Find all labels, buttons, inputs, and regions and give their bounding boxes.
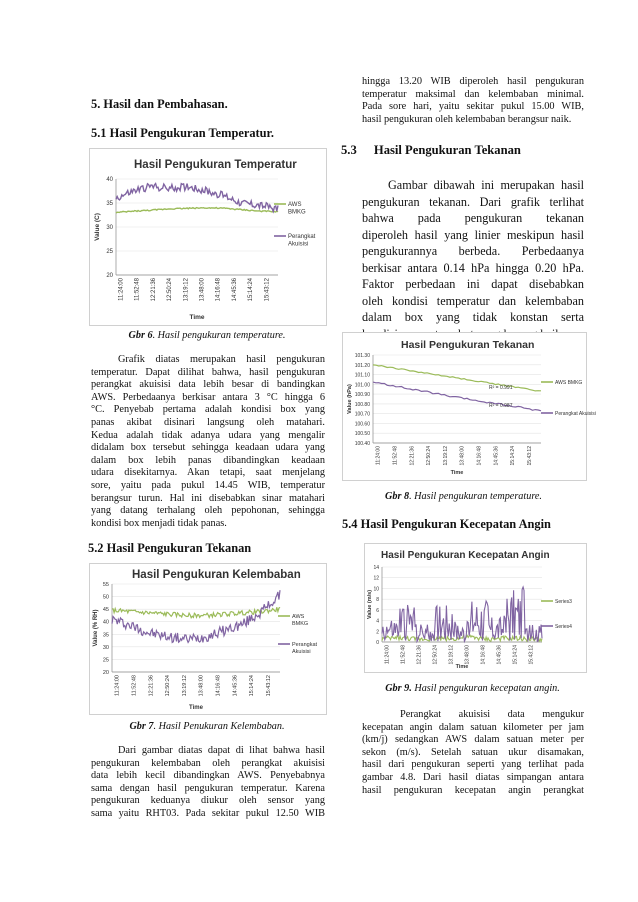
text-line: hingga 13.20 WIB diperoleh hasil pengukuran	[362, 76, 584, 87]
y-tick-label: 50	[102, 594, 109, 601]
x-tick-label: 14:45:36	[496, 645, 503, 665]
y-axis-label: Value (hPa)	[347, 384, 353, 414]
y-axis-label: Value (C)	[94, 213, 101, 241]
legend-label: Perangkat	[292, 642, 318, 648]
x-tick-label: 14:45:36	[231, 278, 238, 302]
y-tick-label: 100.50	[354, 431, 370, 438]
legend-label: Akuisisi	[292, 649, 311, 655]
x-tick-label: 14:16:48	[215, 675, 222, 697]
x-tick-label: 12:21:36	[150, 278, 157, 302]
chart-title: Hasil Pengukuran Kecepatan Angin	[381, 550, 550, 561]
figure-9-text: Hasil pengukuran kecepatan angin.	[411, 683, 560, 694]
y-tick-label: 20	[102, 670, 109, 676]
text-line: berangsur turun. Hal ini disebabkan sinar matahari	[91, 492, 325, 504]
figure-6-text: . Hasil pengukuran temperature.	[152, 330, 286, 341]
x-tick-label: 15:43:12	[265, 675, 272, 697]
temperature-chart	[89, 148, 327, 326]
x-tick-label: 15:43:12	[528, 645, 535, 665]
x-axis-label: Time	[455, 664, 469, 670]
paragraph-pressure	[362, 177, 584, 342]
legend-label: BMKG	[288, 209, 306, 216]
x-tick-label: 12:21:36	[409, 446, 416, 466]
section-5-4-heading: 5.4 Hasil Pengukuran Kecepatan Angin	[342, 517, 551, 531]
y-tick-label: 40	[106, 177, 113, 183]
x-tick-label: 13:48:00	[199, 278, 206, 302]
x-tick-label: 11:52:48	[400, 645, 407, 665]
text-line: perangkat akuisisi data lebih besar di bandingkan	[91, 379, 325, 391]
x-tick-label: 11:52:48	[392, 446, 399, 466]
figure-7-label: Gbr 7	[129, 721, 154, 732]
y-tick-label: 100.70	[354, 411, 370, 418]
text-line: didalam box tersebut sehingga keadaan udara yang	[91, 442, 325, 454]
text-line: sama yaitu RHT03. Pada sekitar pukul 12.50 WIB	[91, 807, 325, 819]
x-tick-label: 12:50:24	[167, 278, 174, 302]
legend-label: Akuisisi	[288, 241, 309, 248]
wind-chart-svg	[365, 544, 586, 672]
x-tick-label: 13:19:12	[181, 675, 188, 697]
y-tick-label: 55	[102, 582, 109, 588]
y-tick-label: 10	[373, 586, 379, 593]
legend-label: Perangkat Akuisisi	[555, 411, 596, 417]
x-tick-label: 12:50:24	[165, 675, 172, 697]
chart-title: Hasil Pengukuran Kelembaban	[132, 569, 301, 581]
text-line: sore, yaitu pada pukul 14.45 WIB, temperatur	[91, 479, 325, 491]
x-tick-label: 14:16:48	[215, 278, 222, 302]
y-tick-label: 101.30	[354, 353, 370, 359]
x-tick-label: 15:14:24	[512, 645, 519, 665]
figure-8-text: . Hasil pengukuran temperature.	[409, 491, 542, 502]
y-tick-label: 101.00	[354, 382, 370, 389]
x-tick-label: 15:14:24	[510, 446, 517, 466]
legend-label: Perangkat	[288, 234, 316, 240]
y-tick-label: 45	[102, 607, 109, 614]
text-line: Dari gambar diatas dapat di lihat bahwa hasil	[118, 745, 325, 756]
x-tick-label: 12:21:36	[148, 675, 155, 697]
paragraph-continued	[362, 76, 584, 126]
figure-7-text: . Hasil Penukuran Kelembaban.	[153, 721, 285, 732]
y-tick-label: 100.60	[354, 421, 370, 428]
text-line: °C. Penyebab pertama adalah kondisi box yang	[91, 404, 325, 416]
y-tick-label: 100.90	[354, 392, 370, 399]
text-line: (km/j) sedangkan AWS dalam satuan meter per	[362, 734, 584, 746]
text-line: berkisar antara 0.14 hPa hingga 0.20 hPa.	[362, 260, 584, 275]
text-line: data lebih kecil dibandingkan AWS. Penyebabnya	[91, 770, 325, 782]
x-tick-label: 14:45:36	[493, 446, 500, 466]
series-line-b	[382, 587, 542, 641]
x-tick-label: 15:43:12	[526, 446, 533, 466]
figure-8-label: Gbr 8	[385, 491, 410, 502]
text-line: temperatur. Dapat dilihat bahwa, hasil pengukuran	[91, 366, 325, 378]
y-tick-label: 25	[102, 657, 109, 664]
text-line: pengukuran keduanya diukur oleh sensor yang	[91, 795, 325, 807]
text-line: dalam box yang tidak konstan serta	[362, 310, 584, 324]
section-5-3-title: Hasil Pengukuran Tekanan	[373, 143, 521, 157]
text-line: Kedua adalah tidak adanya udara yang mengalir	[91, 429, 325, 441]
text-line: gambar 4.8. Dari hasil diatas simpangan antara	[362, 771, 584, 783]
y-tick-label: 14	[373, 565, 379, 571]
x-tick-label: 14:16:48	[480, 645, 487, 665]
text-line: Grafik diatas merupakan hasil pengukuran	[118, 354, 325, 365]
figure-7-caption	[89, 721, 325, 732]
y-tick-label: 4	[376, 618, 379, 625]
y-tick-label: 101.20	[354, 362, 370, 369]
section-5-heading: 5. Hasil dan Pembahasan.	[91, 97, 228, 111]
figure-9-label: Gbr 9.	[385, 683, 412, 694]
x-tick-label: 11:52:48	[134, 278, 141, 301]
y-tick-label: 6	[376, 607, 379, 614]
x-tick-label: 13:19:12	[448, 645, 455, 665]
x-tick-label: 11:24:00	[375, 446, 382, 466]
series-line-b	[373, 382, 541, 411]
humidity-chart-svg	[90, 564, 326, 714]
y-tick-label: 100.40	[354, 441, 370, 447]
text-line: oleh kondisi temperatur dan kelembaban	[362, 293, 584, 308]
text-line: pengukuran kelembaban oleh perangkat akuisisi	[91, 757, 325, 769]
legend-label: Series3	[555, 599, 572, 605]
text-line: pengukuran tekanan. Dari grafik terlihat	[362, 194, 584, 209]
y-tick-label: 2	[376, 629, 379, 636]
r-squared-annotation: R² = 0.987	[489, 403, 513, 409]
text-line: Faktor perbedaan ini dapat disebabkan	[362, 277, 584, 291]
figure-6-caption	[89, 330, 325, 341]
text-line: hasil dari pengukuran seperti yang terlihat pada	[362, 759, 584, 771]
x-tick-label: 14:16:48	[476, 446, 483, 466]
series-line-a	[116, 208, 278, 214]
x-axis-label: Time	[189, 705, 203, 711]
text-line: bahwa pada pengukuran tekanan	[362, 211, 584, 225]
legend-label: AWS	[288, 202, 302, 208]
chart-title: Hasil Pengukuran Tekanan	[401, 339, 535, 351]
temperature-chart-svg	[90, 149, 326, 325]
x-tick-label: 11:24:00	[384, 645, 391, 665]
r-squared-annotation: R² = 0.991	[489, 385, 513, 391]
text-line: yang datang terhalang oleh pepohonan, sehingga	[91, 505, 325, 517]
legend-label: Series4	[555, 624, 572, 630]
x-tick-label: 12:50:24	[426, 446, 433, 466]
legend-label: BMKG	[292, 621, 309, 627]
x-tick-label: 15:14:24	[249, 675, 256, 697]
x-tick-label: 12:21:36	[416, 645, 423, 665]
x-tick-label: 15:14:24	[248, 278, 255, 302]
x-tick-label: 13:19:12	[442, 446, 449, 466]
text-line: temperatur maksimal dan kelembaban minimal.	[362, 88, 584, 100]
text-line: Perangkat akuisisi data mengukur	[400, 709, 584, 720]
paragraph-wind	[362, 709, 584, 797]
text-line: kecepatan angin dalam satuan kilometer per jam	[362, 721, 584, 733]
text-line: Pada sore hari, yaitu sekitar pukul 15.00 WIB,	[362, 101, 584, 113]
pressure-chart-svg	[343, 333, 596, 480]
x-tick-label: 13:48:00	[459, 446, 466, 466]
text-line: sekon (m/s). Setelah satuan ukur disamakan,	[362, 746, 584, 758]
x-tick-label: 15:43:12	[264, 278, 271, 302]
x-tick-label: 13:48:00	[464, 645, 471, 665]
y-tick-label: 35	[106, 201, 113, 207]
x-tick-label: 13:48:00	[198, 675, 205, 697]
section-5-3-number: 5.3	[341, 143, 357, 157]
text-line: kondisi box menjadi tidak panas.	[91, 517, 227, 529]
chart-title: Hasil Pengukuran Temperatur	[134, 159, 297, 171]
figure-8-caption	[342, 491, 585, 502]
x-tick-label: 11:24:00	[114, 675, 121, 697]
humidity-chart	[89, 563, 327, 715]
figure-6-label: Gbr 6	[128, 330, 153, 341]
pressure-chart	[342, 332, 596, 481]
figure-9-caption	[355, 683, 590, 694]
y-tick-label: 30	[102, 644, 109, 651]
legend-label: AWS	[292, 614, 305, 620]
y-tick-label: 0	[376, 640, 379, 646]
x-axis-label: Time	[189, 314, 205, 321]
text-line: AWS. Perbedaanya berkisar antara 3 °C hingga 6	[91, 391, 325, 403]
legend-label: AWS BMKG	[555, 380, 583, 386]
y-tick-label: 101.10	[354, 372, 370, 379]
section-5-1-heading: 5.1 Hasil Pengukuran Temperatur.	[91, 126, 275, 140]
x-tick-label: 12:50:24	[432, 645, 439, 665]
text-line: hasil pengukuran kecepatan angin perangkat	[362, 784, 584, 796]
y-axis-label: Value (m/s)	[367, 589, 373, 620]
text-line: Gambar dibawah ini merupakan hasil	[388, 178, 584, 192]
x-tick-label: 11:52:48	[131, 675, 138, 697]
y-tick-label: 25	[106, 249, 113, 255]
text-line: panas akibat disinari langsung oleh matahari.	[91, 416, 325, 428]
x-axis-label: Time	[450, 470, 464, 476]
text-line: pengukurannya berbeda. Perbedaanya	[362, 244, 584, 258]
x-tick-label: 13:19:12	[183, 278, 190, 302]
text-line: diperoleh hasil yang linier meskipun hasil	[362, 227, 584, 242]
text-line: sama dengan hasil pengukuran temperatur. Karena	[91, 782, 325, 794]
text-line: udara disekitarnya. Akan tetapi, saat menjelang	[91, 467, 325, 479]
y-tick-label: 20	[106, 273, 113, 279]
y-tick-label: 8	[376, 597, 379, 604]
wind-chart	[364, 543, 587, 673]
section-5-3-heading	[341, 143, 521, 158]
section-5-2-heading: 5.2 Hasil Pengukuran Tekanan	[88, 541, 252, 555]
y-tick-label: 12	[373, 575, 379, 582]
y-tick-label: 40	[102, 619, 109, 626]
text-line: hasil pengukuran oleh kelembaban berangsur naik.	[362, 113, 572, 125]
y-tick-label: 100.80	[354, 401, 370, 408]
text-line: dalam box lebih panas dibandingkan keadaan	[91, 454, 325, 466]
y-tick-label: 35	[102, 632, 109, 639]
x-tick-label: 11:24:00	[118, 278, 125, 301]
y-axis-label: Value (% RH)	[93, 609, 99, 647]
x-tick-label: 14:45:36	[232, 675, 239, 697]
paragraph-humidity	[91, 745, 325, 821]
paragraph-temperature	[91, 354, 325, 530]
y-tick-label: 30	[106, 225, 113, 231]
